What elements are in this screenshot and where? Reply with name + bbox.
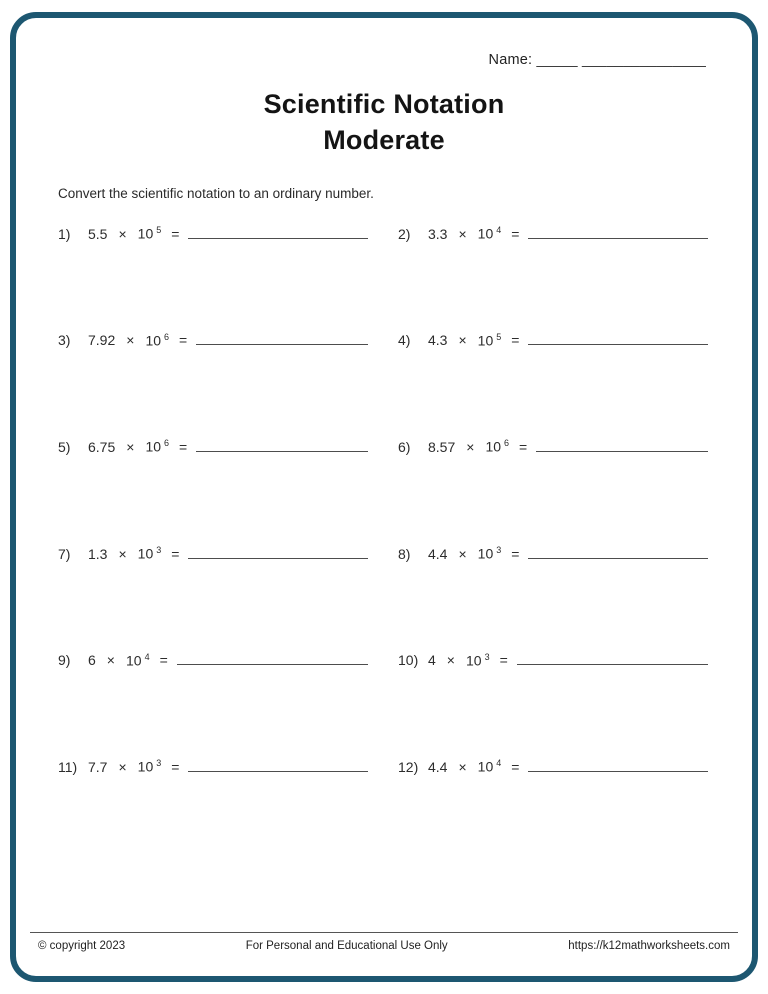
power-of-ten bbox=[485, 438, 509, 455]
power-of-ten bbox=[145, 332, 169, 349]
coefficient: 8.57 bbox=[428, 438, 456, 455]
problem-4 bbox=[398, 332, 708, 349]
problem-12 bbox=[398, 758, 708, 775]
coefficient: 6.75 bbox=[88, 438, 116, 455]
multiply-sign: × bbox=[118, 225, 127, 242]
equals-sign: = bbox=[511, 332, 520, 349]
multiply-sign: × bbox=[458, 225, 467, 242]
problem-number: 10) bbox=[398, 652, 419, 669]
coefficient: 4.4 bbox=[428, 758, 448, 775]
exponent: 5 bbox=[496, 331, 502, 342]
problem-3 bbox=[58, 332, 368, 349]
power-of-ten bbox=[138, 225, 162, 242]
equals-sign: = bbox=[171, 225, 180, 242]
problem-number: 11) bbox=[58, 758, 78, 775]
problem-9 bbox=[58, 652, 368, 669]
multiply-sign: × bbox=[446, 652, 455, 669]
coefficient: 3.3 bbox=[428, 225, 448, 242]
problem-8 bbox=[398, 545, 708, 562]
problem-number: 12) bbox=[398, 758, 419, 775]
multiply-sign: × bbox=[118, 545, 127, 562]
power-of-ten bbox=[138, 545, 162, 562]
base-ten: 10 bbox=[485, 438, 502, 455]
exponent: 4 bbox=[496, 225, 502, 235]
multiply-sign: × bbox=[126, 332, 135, 349]
coefficient: 5.5 bbox=[88, 225, 108, 242]
problem-2 bbox=[398, 225, 708, 242]
multiply-sign: × bbox=[106, 652, 115, 669]
base-ten: 10 bbox=[137, 225, 154, 242]
coefficient: 6 bbox=[88, 652, 96, 669]
exponent: 5 bbox=[156, 225, 162, 235]
problem-5 bbox=[58, 438, 368, 455]
answer-blank[interactable] bbox=[536, 451, 708, 452]
multiply-sign: × bbox=[458, 758, 467, 775]
exponent: 6 bbox=[164, 331, 170, 342]
problem-number: 5) bbox=[58, 438, 71, 455]
problem-11 bbox=[58, 758, 368, 775]
exponent: 3 bbox=[156, 758, 162, 769]
problem-number: 4) bbox=[398, 332, 411, 349]
footer-divider bbox=[30, 932, 738, 933]
usage-text: For Personal and Educational Use Only bbox=[245, 940, 448, 952]
coefficient: 4.3 bbox=[428, 332, 448, 349]
worksheet-page bbox=[10, 12, 758, 982]
website-link[interactable]: https://k12mathworksheets.com bbox=[568, 940, 730, 952]
power-of-ten bbox=[478, 545, 502, 562]
equals-sign: = bbox=[179, 438, 188, 455]
problem-number: 2) bbox=[398, 225, 411, 242]
base-ten: 10 bbox=[477, 225, 494, 242]
equals-sign: = bbox=[499, 652, 508, 669]
problem-7 bbox=[58, 545, 368, 562]
equals-sign: = bbox=[171, 758, 180, 775]
page-title bbox=[16, 86, 752, 158]
multiply-sign: × bbox=[118, 758, 127, 775]
multiply-sign: × bbox=[458, 332, 467, 349]
exponent: 3 bbox=[156, 544, 162, 555]
problems-grid bbox=[16, 225, 752, 775]
exponent: 3 bbox=[496, 544, 502, 555]
base-ten: 10 bbox=[477, 332, 494, 349]
equals-sign: = bbox=[179, 332, 188, 349]
power-of-ten bbox=[466, 652, 490, 669]
name-row bbox=[16, 52, 752, 68]
equals-sign: = bbox=[519, 438, 528, 455]
base-ten: 10 bbox=[145, 438, 162, 455]
answer-blank[interactable] bbox=[177, 664, 368, 665]
base-ten: 10 bbox=[125, 652, 142, 669]
base-ten: 10 bbox=[137, 758, 154, 775]
exponent: 3 bbox=[484, 651, 490, 662]
problem-number: 7) bbox=[58, 545, 71, 562]
coefficient: 7.92 bbox=[88, 332, 116, 349]
name-label: Name: bbox=[488, 52, 533, 68]
answer-blank[interactable] bbox=[188, 558, 368, 559]
equals-sign: = bbox=[511, 225, 520, 242]
power-of-ten bbox=[126, 652, 150, 669]
title-line-1: Scientific Notation bbox=[263, 89, 505, 119]
coefficient: 4 bbox=[428, 652, 436, 669]
equals-sign: = bbox=[511, 545, 520, 562]
answer-blank[interactable] bbox=[196, 451, 368, 452]
coefficient: 7.7 bbox=[88, 758, 108, 775]
multiply-sign: × bbox=[458, 545, 467, 562]
problem-number: 8) bbox=[398, 545, 411, 562]
coefficient: 4.4 bbox=[428, 545, 448, 562]
answer-blank[interactable] bbox=[188, 771, 368, 772]
problem-number: 9) bbox=[58, 652, 71, 669]
power-of-ten bbox=[138, 758, 162, 775]
base-ten: 10 bbox=[137, 545, 154, 562]
exponent: 4 bbox=[144, 651, 150, 662]
answer-blank[interactable] bbox=[528, 771, 708, 772]
equals-sign: = bbox=[159, 652, 168, 669]
multiply-sign: × bbox=[466, 438, 475, 455]
answer-blank[interactable] bbox=[188, 238, 368, 239]
problem-number: 6) bbox=[398, 438, 411, 455]
answer-blank[interactable] bbox=[196, 344, 368, 345]
title-line-2: Moderate bbox=[323, 125, 445, 155]
power-of-ten bbox=[145, 438, 169, 455]
problem-10 bbox=[398, 652, 708, 669]
coefficient: 1.3 bbox=[88, 545, 108, 562]
equals-sign: = bbox=[171, 545, 180, 562]
problem-number: 3) bbox=[58, 332, 71, 349]
answer-blank[interactable] bbox=[528, 558, 708, 559]
exponent: 6 bbox=[504, 438, 510, 449]
power-of-ten bbox=[478, 225, 502, 242]
copyright-text: © copyright 2023 bbox=[38, 940, 126, 952]
answer-blank[interactable] bbox=[528, 344, 708, 345]
name-blank-line[interactable]: _____ _______________ bbox=[536, 52, 706, 68]
multiply-sign: × bbox=[126, 438, 135, 455]
base-ten: 10 bbox=[477, 545, 494, 562]
answer-blank[interactable] bbox=[528, 238, 708, 239]
exponent: 6 bbox=[164, 438, 170, 449]
page-footer bbox=[30, 932, 738, 952]
problem-number: 1) bbox=[58, 225, 71, 242]
base-ten: 10 bbox=[145, 332, 162, 349]
base-ten: 10 bbox=[477, 758, 494, 775]
answer-blank[interactable] bbox=[517, 664, 708, 665]
problem-1 bbox=[58, 225, 368, 242]
problem-6 bbox=[398, 438, 708, 455]
power-of-ten bbox=[478, 758, 502, 775]
instruction-text: Convert the scientific notation to an ordinary number. bbox=[58, 186, 374, 201]
power-of-ten bbox=[478, 332, 502, 349]
exponent: 4 bbox=[496, 758, 502, 769]
base-ten: 10 bbox=[465, 652, 482, 669]
equals-sign: = bbox=[511, 758, 520, 775]
